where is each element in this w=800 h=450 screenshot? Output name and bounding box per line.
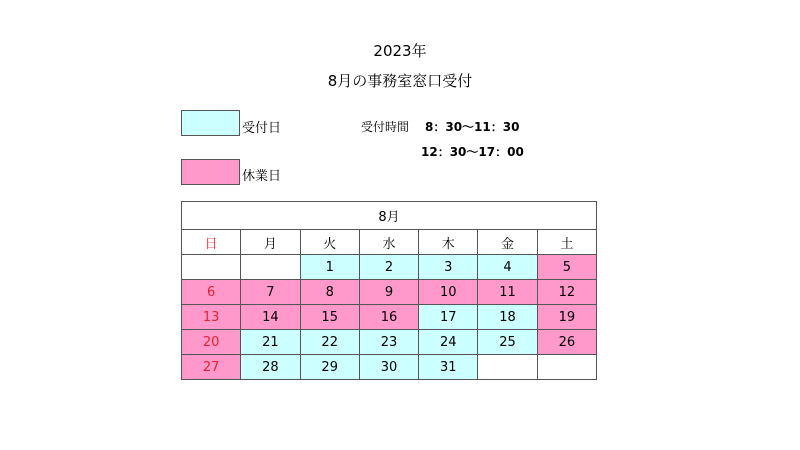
calendar-day: 1 (300, 255, 359, 280)
calendar-day (241, 255, 300, 280)
calendar-day: 18 (478, 305, 537, 330)
calendar-day: 9 (359, 280, 418, 305)
calendar-day: 6 (182, 280, 241, 305)
calendar-week (182, 355, 597, 380)
calendar-day: 15 (300, 305, 359, 330)
calendar-week (182, 280, 597, 305)
calendar-body (182, 255, 597, 380)
calendar-day: 12 (537, 280, 596, 305)
legend-swatch-closed (181, 159, 240, 185)
calendar-day: 22 (300, 330, 359, 355)
calendar-day: 17 (419, 305, 478, 330)
calendar-day: 5 (537, 255, 596, 280)
calendar-day: 27 (182, 355, 241, 380)
calendar-day: 7 (241, 280, 300, 305)
calendar-day: 20 (182, 330, 241, 355)
calendar-day: 14 (241, 305, 300, 330)
calendar-day: 29 (300, 355, 359, 380)
hours-slot-1: 8：30〜11：30 (425, 120, 520, 134)
calendar-week (182, 330, 597, 355)
hours-label: 受付時間 (361, 120, 410, 134)
calendar-day: 13 (182, 305, 241, 330)
legend-label-open: 受付日 (242, 121, 282, 136)
calendar-day (182, 255, 241, 280)
year-title: 2023年 (373, 42, 427, 60)
calendar-table (181, 201, 597, 380)
calendar-day: 3 (419, 255, 478, 280)
page-title: 8月の事務室窓口受付 (327, 72, 473, 90)
calendar-day: 21 (241, 330, 300, 355)
calendar-day: 24 (419, 330, 478, 355)
weekday-header: 月 (241, 230, 300, 255)
hours-slot-2: 12：30〜17：00 (421, 145, 524, 159)
calendar-day: 23 (359, 330, 418, 355)
legend-swatch-open (181, 110, 240, 136)
weekday-header: 金 (478, 230, 537, 255)
calendar-day: 16 (359, 305, 418, 330)
weekday-row (182, 230, 597, 255)
calendar-day: 31 (419, 355, 478, 380)
calendar-week (182, 305, 597, 330)
calendar-day: 8 (300, 280, 359, 305)
calendar-day: 28 (241, 355, 300, 380)
weekday-header: 水 (359, 230, 418, 255)
calendar-day: 10 (419, 280, 478, 305)
calendar-day (537, 355, 596, 380)
weekday-header: 火 (300, 230, 359, 255)
calendar-day: 30 (359, 355, 418, 380)
legend-label-closed: 休業日 (242, 169, 282, 184)
weekday-header: 土 (537, 230, 596, 255)
calendar-day: 11 (478, 280, 537, 305)
calendar-week (182, 255, 597, 280)
weekday-header: 木 (419, 230, 478, 255)
calendar-month: 8月 (182, 202, 597, 230)
weekday-header: 日 (182, 230, 241, 255)
calendar-day: 25 (478, 330, 537, 355)
calendar-day: 2 (359, 255, 418, 280)
calendar-day: 19 (537, 305, 596, 330)
calendar-day (478, 355, 537, 380)
calendar-day: 26 (537, 330, 596, 355)
calendar-day: 4 (478, 255, 537, 280)
